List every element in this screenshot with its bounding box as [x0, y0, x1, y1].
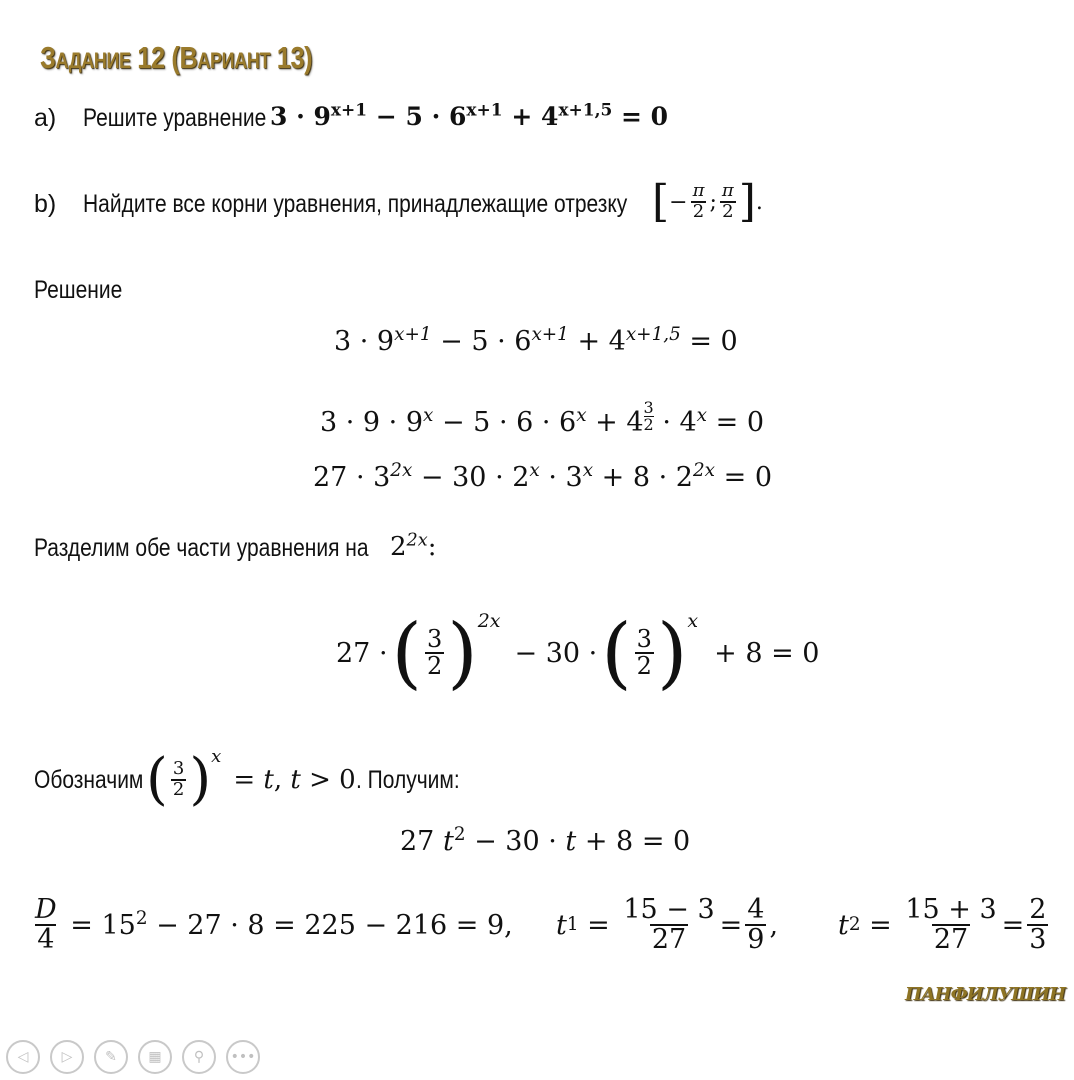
discriminant-line: $\frac{D}{4}$ = $15^2 - 27 \cdot 8 = 225 - 216 = 9$, — [35, 894, 513, 956]
pen-icon[interactable]: ✎ — [94, 1040, 128, 1074]
task-b-text: Найдите все корни уравнения, принадлежащие отрезку — [82, 190, 628, 218]
more-icon[interactable]: ••• — [226, 1040, 260, 1074]
task-a-label: a) — [34, 104, 57, 132]
task-a — [34, 100, 669, 133]
task-a-equation: $3 \cdot 9^{x+1} - 5 \cdot 6^{x+1} + 4^{x+1,5} = 0$ — [270, 100, 669, 131]
previous-icon[interactable]: ◁ — [6, 1040, 40, 1074]
page-title: Задание 12 (Вариант 13) — [40, 40, 313, 75]
author-signature: ПАНФИЛУШИН — [905, 984, 1066, 1005]
slides-icon[interactable]: ▦ — [138, 1040, 172, 1074]
equation-step-2: $3 \cdot 9 \cdot 9^x - 5 \cdot 6 \cdot 6^x + 4$ $\frac{3}{2}$ · $4^x = 0$ — [320, 398, 764, 438]
substitution-note: Обозначим ( $\frac{3}{2}$ ) x = t, t > 0 . Получим: — [34, 746, 460, 812]
equation-step-4: 27 · ( $\frac{3}{2}$ ) 2x − 30 · ( $\frac{3}{2}$ ) x + 8 = 0 — [336, 608, 820, 698]
solution-heading: Решение — [34, 276, 123, 304]
equation-step-5: 27 $t^2 - 30 \cdot t + 8 = 0$ — [400, 823, 691, 857]
task-b — [34, 176, 763, 227]
next-icon[interactable]: ▷ — [50, 1040, 84, 1074]
root-1: t 1 = $\frac{15 - 3}{27}$ = $\frac{4}{9}$ , — [556, 894, 779, 956]
divide-note: Разделим обе части уравнения на $2^{2x}$: — [34, 530, 437, 562]
root-2: t 2 = $\frac{15 + 3}{27}$ = $\frac{2}{3}$ — [838, 894, 1047, 956]
task-b-label: b) — [34, 190, 57, 218]
equation-step-3: $27 \cdot 3^{2x} - 30 \cdot 2^x \cdot 3^x + 8 \cdot 2^{2x} = 0$ — [313, 459, 772, 493]
task-b-interval: [ − $\frac{\pi}{2}$ ; $\frac{\pi}{2}$ ] . — [652, 176, 763, 227]
task-a-text: Решите уравнение — [82, 104, 267, 132]
slide-nav — [6, 1040, 260, 1074]
equation-step-1: $3 \cdot 9^{x+1} - 5 \cdot 6^{x+1} + 4^{x+1,5} = 0$ — [334, 323, 738, 357]
zoom-icon[interactable]: ⚲ — [182, 1040, 216, 1074]
